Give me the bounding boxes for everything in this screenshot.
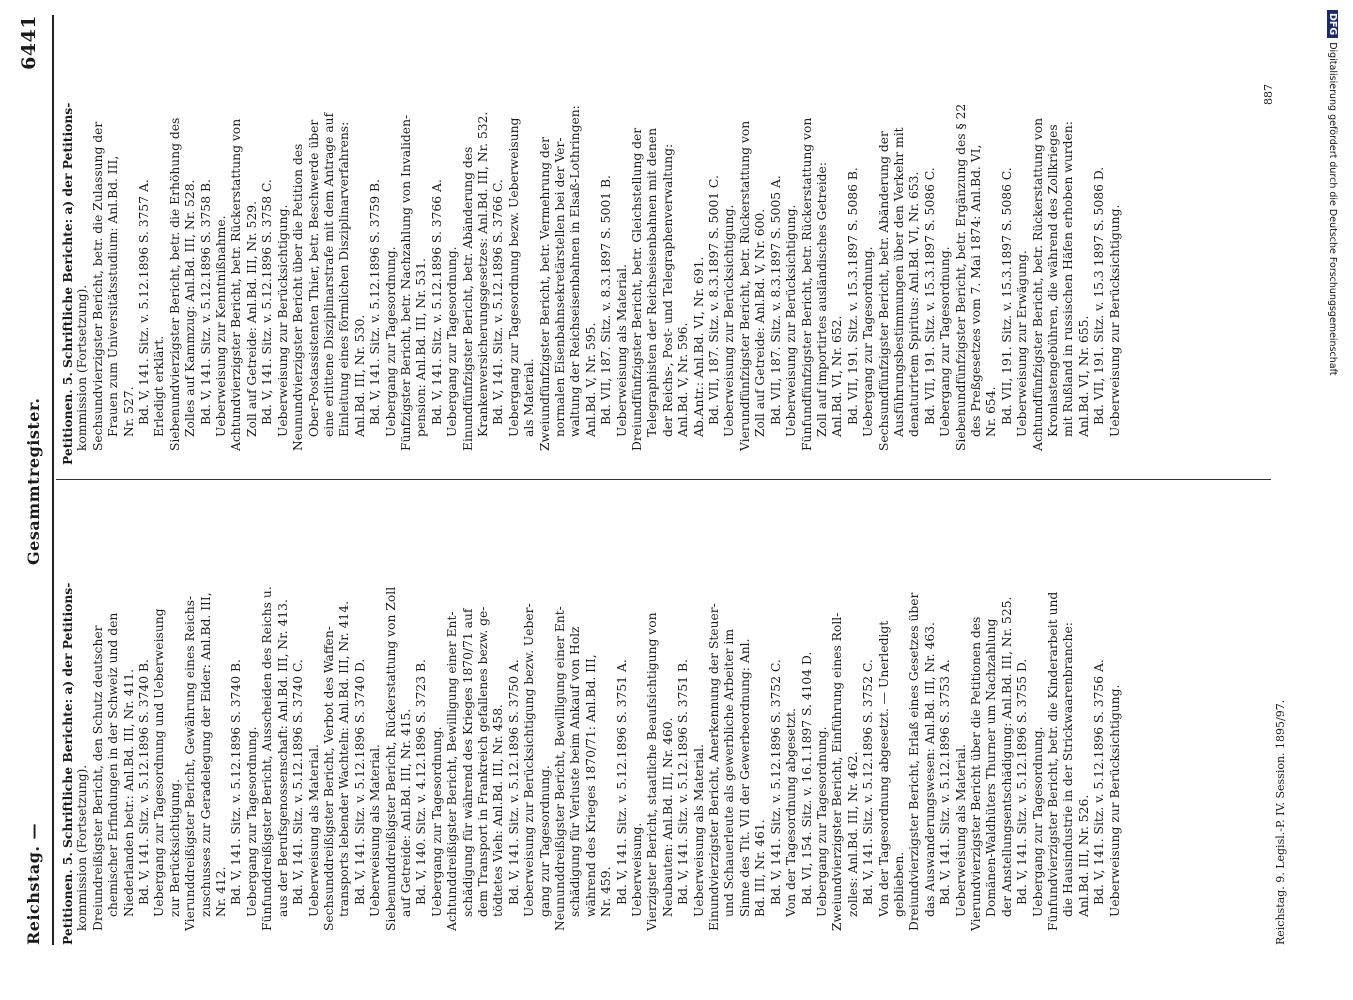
session-reference: Bd. V, 141. Sitz. v. 5.12.1896 S. 3752 C. xyxy=(768,659,783,905)
index-entry-line: Uebergang zur Tagesordnung. xyxy=(938,246,953,437)
index-entry-line: waltung der Reichseisenbahnen in Elsaß-Lothringen: xyxy=(568,105,583,437)
session-reference: Bd. V, 141. Sitz. v. 5.12.1896 S. 3766 A. xyxy=(429,179,444,425)
index-entry-line: eine erlittene Disziplinarstrafe mit dem Antrage auf xyxy=(321,112,336,437)
index-entry-line: Fünfundvierzigster Bericht, betr. die Kinderarbeit und xyxy=(1046,591,1060,931)
index-entry-line: Einleitung eines förmlichen Disziplinarverfahrens: xyxy=(337,121,352,437)
index-entry-line: Achtundvierzigster Bericht, betr. Rückerstattung von xyxy=(229,118,244,451)
index-entry-line: Uebergang zur Tagesordnung. xyxy=(861,246,876,437)
index-entry-line: Ueberweisung zur Berücksichtigung. xyxy=(275,204,290,437)
index-entry-line: Siebenundvierzigster Bericht, betr. die Erhöhung des xyxy=(167,117,182,451)
index-entry-line: Dreiundreißigster Bericht, den Schutz deutscher xyxy=(90,625,105,931)
session-reference: Bd. VII, 191. Sitz. v. 15.3.1897 S. 5086 C. xyxy=(999,167,1014,425)
index-entry-line: Dreiundvierzigster Bericht, Erlaß eines Gesetzes über xyxy=(907,592,922,931)
index-entry-line: tödtetes Vieh: Anl.Bd. III, Nr. 458. xyxy=(491,704,506,917)
index-entry-line: Fünfzigster Bericht, betr. Nachzahlung von Invaliden- xyxy=(398,114,413,451)
index-entry-line: Sechsundfünfzigster Bericht, betr. Abänderung der xyxy=(876,131,891,451)
index-entry-line: Von der Tagesordnung abgesetzt. — Unerledigt xyxy=(876,620,891,917)
index-entry-line: Ueberweisung als Material. xyxy=(691,744,706,917)
page-header xyxy=(18,15,48,945)
index-entry-line: Nr. 412. xyxy=(214,866,229,917)
index-entry-line: während des Krieges 1870/71: Anl.Bd. III, xyxy=(583,654,598,917)
index-entry-line: Achtundfünfzigster Bericht, betr. Rückerstattung von xyxy=(1030,117,1045,451)
index-entry-line: Vierunddreißigster Bericht, Gewährung eines Reichs- xyxy=(183,595,198,931)
index-entry-line: als Material. xyxy=(522,358,537,437)
header-rule xyxy=(52,15,54,945)
index-entry-line: Anl.Bd. III, Nr. 530. xyxy=(352,314,367,437)
index-entry-line: Ueberweisung als Material. xyxy=(953,744,968,917)
index-entry-line: Ueberweisung zur Berücksichtigung. xyxy=(1107,684,1122,917)
index-entry-line: Uebergang zur Tagesordnung. xyxy=(445,246,460,437)
index-entry-line: Ober-Postassistenten Thier, betr. Beschwerde über xyxy=(306,119,321,437)
index-entry-line: Anl.Bd. III, Nr. 526. xyxy=(1076,794,1091,917)
index-entry-line: Neununddreißigster Bericht, Bewilligung einer Ent- xyxy=(553,606,567,931)
session-reference: Bd. VII, 187. Sitz. v. 8.3.1897 S. 5005 A. xyxy=(768,175,783,425)
index-entry-line: Vierundvierzigster Bericht über die Petitionen des xyxy=(968,616,983,931)
index-entry-line: Anl.Bd. VI, Nr. 655. xyxy=(1076,315,1091,437)
index-entry-line: Ausführungsbestimmungen über den Verkehr mit xyxy=(891,127,906,437)
index-entry-line: Uebergang zur Tagesordnung. xyxy=(244,726,259,917)
index-entry-line: Ueberweisung als Material. xyxy=(306,744,321,917)
session-reference: Bd. V, 141. Sitz. v. 5.12.1896 S. 3751 B. xyxy=(676,659,691,905)
folio-number: 887 xyxy=(1262,84,1275,105)
rotated-page xyxy=(12,0,1322,985)
index-entry-line: Zoll auf importirtes ausländisches Getreide: xyxy=(814,162,829,437)
index-entry-line: Neunundvierzigster Bericht über die Petition des xyxy=(291,143,306,451)
index-entry-line: Nr. 459. xyxy=(599,866,614,917)
index-entry-line: Neubauten: Anl.Bd. III, Nr. 460. xyxy=(660,717,675,917)
index-entry-line: Uebergang zur Tagesordnung. xyxy=(814,726,829,917)
index-entry-line: Nr. 654. xyxy=(984,386,999,437)
index-entry-line: schädigung für während des Krieges 1870/71 auf xyxy=(460,608,475,917)
index-entry-line: Uebergang zur Tagesordnung. xyxy=(1030,726,1045,917)
session-reference: Bd. VII, 191. Sitz. v. 15.3 1897 S. 5086 D. xyxy=(1092,166,1107,425)
index-entry-line: Vierzigster Bericht, staatliche Beaufsichtigung von xyxy=(645,612,660,931)
index-entry-line: Vierundfünfzigster Bericht, betr. Rückerstattung von xyxy=(737,120,752,451)
index-entry-line: Ueberweisung. xyxy=(630,822,645,917)
index-entry-line: Anl.Bd. V, Nr. 596. xyxy=(676,322,691,437)
column-divider xyxy=(56,479,1271,480)
index-entry-line: zur Berücksichtigung. xyxy=(167,778,182,917)
index-entry-line: des Preßgesetzes vom 7. Mai 1874: Anl.Bd. VI, xyxy=(968,144,983,437)
page-number: 6441 xyxy=(18,15,40,70)
dfg-logo: DFG xyxy=(1327,10,1338,38)
index-entry-line: Zoll auf Getreide: Anl.Bd. III, Nr. 529. xyxy=(244,200,259,437)
index-entry-line: Uebergang zur Tagesordnung. xyxy=(383,246,398,437)
section-heading: Petitionen. 5. Schriftliche Berichte: a) der Petitions- xyxy=(60,102,75,465)
index-entry-line: Nr. 527. xyxy=(121,386,136,437)
index-entry-line: Uebergang zur Tagesordnung. xyxy=(429,726,444,917)
index-entry-line: dem Transport in Frankreich gefallenes bezw. ge- xyxy=(475,606,490,917)
index-entry-line: auf Getreide: Anl.Bd. III, Nr. 415. xyxy=(398,708,413,917)
index-entry-line: Zweiundfünfzigster Bericht, betr. Vermehrung der xyxy=(537,137,552,451)
session-reference: Bd. VII, 191. Sitz. v. 15.3.1897 S. 5086 B. xyxy=(845,167,860,425)
index-entry-line: Von der Tagesordnung abgesetzt. xyxy=(784,708,799,917)
index-entry-line: Ueberweisung zur Erwägung. xyxy=(1015,250,1030,437)
index-entry-line: geblieben. xyxy=(891,851,906,917)
index-entry-line: Einundvierzigster Bericht, Anerkennung der Steuer- xyxy=(707,603,722,931)
index-entry-line: Dreiundfünfzigster Bericht, betr. Gleichstellung der xyxy=(630,127,645,451)
index-entry-line: Sechsunddreißigster Bericht, Verbot des Waffen- xyxy=(321,626,336,931)
session-reference: Bd. V, 141. Sitz. v. 5.12.1896 S. 3752 C. xyxy=(861,659,876,905)
index-entry-line: Zoll auf Getreide: Anl.Bd. V, Nr. 600. xyxy=(753,208,768,437)
index-entry-line: kommission (Fortsetzung). xyxy=(75,764,90,931)
index-entry-line: Sechsundvierzigster Bericht, betr. die Zulassung der xyxy=(90,121,105,451)
session-reference: Bd. VI, 154. Sitz. v. 16.1.1897 S. 4104 D. xyxy=(799,651,814,905)
session-reference: Bd. V, 141. Sitz. v. 5.12.1896 S. 3756 A. xyxy=(1092,659,1107,905)
session-reference: Bd. V, 141. Sitz. v. 5.12.1896 S. 3766 C. xyxy=(491,179,506,425)
session-reference: Bd. V, 141. Sitz. v. 5.12.1896 S. 3740 C. xyxy=(291,659,306,905)
page-footer: Reichstag. 9. Legisl.-P. IV. Session. 1895/97. xyxy=(1274,699,1287,945)
section-heading: Petitionen. 5. Schriftliche Berichte: a) der Petitions- xyxy=(60,582,75,945)
index-entry-line: aus der Berufsgenossenschaft: Anl.Bd. III, Nr. 413. xyxy=(275,599,290,917)
index-entry-line: denaturirtem Spiritus: Anl.Bd. VI, Nr. 653. xyxy=(907,171,922,437)
index-entry-line: Ueberweisung als Material. xyxy=(614,264,629,437)
index-entry-line: Telegraphisten der Reichseisenbahnen mit denen xyxy=(645,128,660,437)
index-entry-line: transports lebender Wachteln: Anl.Bd. III, Nr. 414. xyxy=(337,601,352,917)
session-reference: Bd. V, 140. Sitz. v. 4.12.1896 S. 3723 B. xyxy=(414,659,429,905)
index-entry-line: Ueberweisung zur Berücksichtigung. xyxy=(1107,204,1122,437)
index-entry-line: Siebenunddreißigster Bericht, Rückerstattung von Zoll xyxy=(383,586,398,931)
index-entry-line: und Schauerleute als gewerbliche Arbeiter im xyxy=(722,629,737,917)
session-reference: Bd. V, 141. Sitz. v. 5.12.1896 S. 3758 C. xyxy=(260,179,275,425)
index-entry-line: Kronlastengebühren, die während des Zollkrieges xyxy=(1046,124,1060,437)
index-entry-line: Frauen zum Universitätsstudium: Anl.Bd. III, xyxy=(106,155,121,437)
right-column xyxy=(60,15,1123,465)
index-entry-line: Fünfunddreißigster Bericht, Ausscheiden des Reichs u. xyxy=(260,586,275,931)
index-entry-line: Ab.Antr.: Anl.Bd. VI, Nr. 691. xyxy=(691,256,706,437)
index-entry-line: gang zur Tagesordnung. xyxy=(537,765,552,917)
index-entry-line: Ueberweisung zur Berücksichtigung. xyxy=(784,204,799,437)
index-entry-line: die Hausindustrie in der Strickwaarenbranche: xyxy=(1061,622,1076,917)
session-reference: Bd. V, 141. Sitz. v. 5.12.1896 S. 3753 A. xyxy=(938,659,953,905)
index-entry-line: schädigung für Verluste beim Ankauf von Holz xyxy=(568,626,583,917)
session-reference: Bd. V, 141. Sitz. v. 5.12.1896 S. 3755 D. xyxy=(1015,658,1030,905)
index-entry-line: Einundfünfzigster Bericht, betr. Abänderung des xyxy=(460,146,475,451)
session-reference: Bd. V, 141. Sitz. v. 5.12.1896 S. 3751 A. xyxy=(614,659,629,905)
index-entry-line: Ueberweisung als Material. xyxy=(368,744,383,917)
session-reference: Bd. V, 141. Sitz. v. 5.12.1896 S. 3750 A. xyxy=(506,659,521,905)
session-reference: Bd. VII, 187. Sitz. v. 8.3.1897 S. 5001 C. xyxy=(707,175,722,425)
index-entry-line: Domänen-Waldhüters Thurner um Nachzahlung xyxy=(984,618,999,917)
header-left-title: Reichstag. — xyxy=(24,822,43,945)
index-entry-line: mit Rußland in russischen Häfen erhoben wurden: xyxy=(1061,121,1076,437)
index-entry-line: zuschusses zur Geradelegung der Eider: Anl.Bd. III, xyxy=(198,592,213,917)
index-entry-line: Sinne des Tit. VII der Gewerbeordnung: Anl. xyxy=(737,638,752,917)
index-entry-line: normalen Eisenbahnsekretärstellen bei der Ver- xyxy=(553,137,567,437)
index-entry-line: der Anstellungsentschädigung: Anl.Bd. III, Nr. 525. xyxy=(999,596,1014,917)
index-entry-line: kommission (Fortsetzung). xyxy=(75,284,90,451)
session-reference: Bd. V, 141. Sitz. v. 5.12.1896 S. 3757 A. xyxy=(137,179,152,425)
index-entry-line: Zolles auf Kammzug: Anl.Bd. III, Nr. 528. xyxy=(183,179,198,437)
index-entry-line: Niederlanden betr.: Anl.Bd. III, Nr. 411. xyxy=(121,669,136,917)
index-entry-line: Krankenversicherungsgesetzes: Anl.Bd. III, Nr. 532. xyxy=(475,111,490,437)
index-entry-line: Ueberweisung zur Kenntnißnahme. xyxy=(214,215,229,437)
index-entry-line: Ueberweisung zur Berücksichtigung. xyxy=(722,204,737,437)
header-center-title: Gesammtregister. xyxy=(24,397,43,565)
index-entry-line: chemischer Erfindungen in der Schweiz und den xyxy=(106,612,121,917)
index-entry-line: zolles: Anl.Bd. III, Nr. 462. xyxy=(845,751,860,917)
index-entry-line: Bd. III, Nr. 461. xyxy=(753,819,768,917)
left-column xyxy=(60,495,1123,945)
session-reference: Bd. V, 141. Sitz. v. 5.12.1896 S. 3740 B. xyxy=(137,659,152,905)
index-entry-line: das Auswanderungswesen: Anl.Bd. III, Nr. 463. xyxy=(922,622,937,917)
index-entry-line: Uebergang zur Tagesordnung bezw. Ueberweisung xyxy=(506,117,521,437)
index-entry-line: Ueberweisung zur Berücksichtigung bezw. Ueber- xyxy=(522,603,537,917)
index-entry-line: Achtunddreißigster Bericht, Bewilligung einer Ent- xyxy=(445,611,460,931)
session-reference: Bd. V, 141. Sitz. v. 5.12.1896 S. 3758 B. xyxy=(198,179,213,425)
index-entry-line: pension: Anl.Bd. III, Nr. 531. xyxy=(414,258,429,437)
index-entry-line: der Reichs-, Post- und Telegraphenverwaltung: xyxy=(660,143,675,437)
session-reference: Bd. VII, 187. Sitz. v. 8.3.1897 S. 5001 B. xyxy=(599,175,614,425)
session-reference: Bd. VII, 191. Sitz. v. 15.3.1897 S. 5086 C. xyxy=(922,167,937,425)
index-entry-line: Anl.Bd. VI, Nr. 652. xyxy=(830,315,845,437)
session-reference: Bd. V, 141. Sitz. v. 5.12.1896 S. 3759 B. xyxy=(368,179,383,425)
index-entry-line: Fünfundfünfzigster Bericht, betr. Rückerstattung von xyxy=(799,117,814,451)
index-entry-line: Siebenundfünfzigster Bericht, betr. Ergänzung des § 22 xyxy=(953,103,968,451)
dfg-funding-note xyxy=(1327,10,1338,376)
index-entry-line: Anl.Bd. V, Nr. 595. xyxy=(583,322,598,437)
index-entry-line: Zweiundvierzigster Bericht, Einführung eines Roll- xyxy=(830,612,845,931)
index-entry-line: Uebergang zur Tagesordnung und Ueberweisung xyxy=(152,608,167,917)
dfg-note-text: Digitalisierung gefördert durch die Deutsche Forschungsgemeinschaft xyxy=(1327,42,1338,376)
session-reference: Bd. V, 141. Sitz. v. 5.12.1896 S. 3740 D. xyxy=(352,658,367,905)
session-reference: Bd. V, 141. Sitz. v. 5.12.1896 S. 3740 B. xyxy=(229,659,244,905)
index-entry-line: Erledigt erklärt. xyxy=(152,335,167,437)
